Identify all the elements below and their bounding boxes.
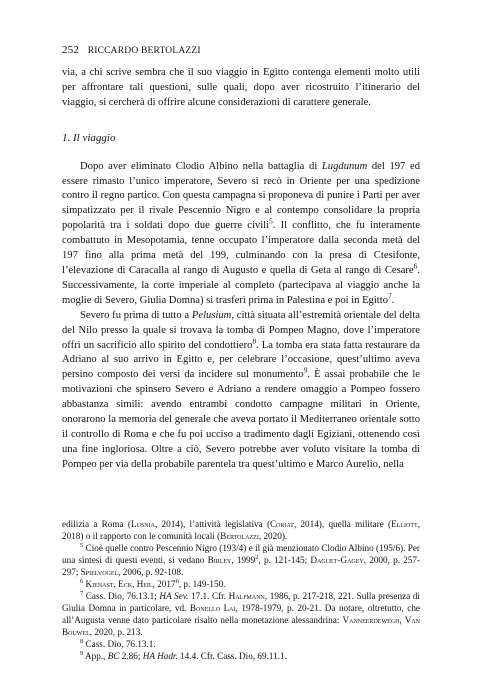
text-run: , 2006, p. 92-108. — [118, 567, 184, 577]
text-run: , 2020). — [258, 531, 288, 541]
text-run: , 2017 — [152, 579, 176, 589]
footnote-number: 9 — [80, 649, 84, 657]
footnote-number: 5 — [80, 541, 84, 549]
text-run: Cass. Dio, 76.13.1; — [83, 591, 160, 601]
author-name: Lusnia — [130, 519, 155, 529]
italic-place-name: Pelusium — [191, 309, 232, 321]
author-name: Bertolazzi — [220, 531, 259, 541]
text-run: . È assai probabile che le motivazioni che spinsero Severo e Adriano a rendere omaggio a Pompeo fossero abbastanza simili: avendo entrambi condotto campagne militari in Oriente, onorarono la memoria del generale che aveva portato il Mediterraneo orientale sotto il controllo di Roma e che fu poi ucciso a tradimento dagli Egiziani, ottenendo così una fine ingloriosa. Oltre a ciò, Severo potrebbe aver voluto visitare la tomba di Pompeo per via della probabile parentela tra quest’ultimo e Marco Aurelio, nella — [62, 369, 420, 470]
footnote-continuation — [62, 518, 420, 542]
text-run: edilizia a Roma ( — [62, 519, 131, 529]
paragraph-2 — [62, 309, 420, 473]
footnote-ref-5[interactable]: 5 — [269, 216, 273, 226]
author-name: Elliott — [391, 519, 418, 529]
text-run: . — [391, 294, 395, 306]
text-run: del 197 ed essere rimasto l’unico imperatore, Severo si recò in Oriente per una spedizione contro il regno partico. Con questa campagna si proponeva di punire i Parti per aver simpatizzato per il rivale Pescennio Nigro e al contempo consolidare la propria popolarità tra i soldati dopo due guerre civili — [62, 160, 420, 232]
text-run: , città situata all’estremità orientale del delta del Nilo presso la quale si trovava la tomba di Pompeo Magno, dove l’imperatore offrì un sacrificio allo spirito del condottiero — [62, 309, 420, 351]
author-name: Halfmann — [228, 591, 265, 601]
main-text — [62, 66, 420, 473]
text-run: , 1978-1979, p. 20-21. Da notare, oltretutto, che all’Augusta venne dato particolare risalto nella monetazione alessandrina: — [62, 603, 420, 625]
footnote-number: 6 — [80, 577, 84, 585]
text-run: , 1999 — [231, 555, 256, 565]
text-run: , p. 149-150. — [178, 579, 226, 589]
page-number: 252 — [62, 44, 80, 56]
italic-place-name: Lugdunum — [321, 160, 368, 172]
edition-number: 2 — [255, 553, 259, 561]
footnote-6 — [62, 578, 420, 590]
text-run: App., — [83, 651, 108, 661]
paragraph-1 — [62, 160, 420, 309]
text-run: , 2014), l’attività legislativa ( — [154, 519, 271, 529]
text-run: , 2000, p. 257-297; — [62, 555, 421, 577]
italic-source: BC — [107, 651, 120, 661]
footnote-7 — [62, 590, 420, 638]
author-name: Coriat — [270, 519, 294, 529]
footnote-8 — [62, 638, 420, 650]
text-run: , 2020, p. 213. — [89, 627, 143, 637]
author-name: Vanneerdewegh, Van Bouwel — [62, 615, 420, 637]
text-run: . La tomba era stata fatta restaurare da Adriano al suo arrivo in Egitto e, per celebrare l’occasione, quest’ultimo aveva persino composto dei versi da incidere sul monumento — [62, 339, 420, 381]
text-run: Cioè quelle contro Pescennio Nigro (193/4) e il già menzionato Clodio Albino (195/6). Per una sintesi di questi eventi, si vedano — [62, 543, 420, 565]
running-title: RICCARDO BERTOLAZZI — [87, 46, 201, 56]
text-run: . Il conflitto, che fu interamente combattuto in Mesopotamia, tenne occupato l’imperatore dalla seconda metà del 197 fino alla prima metà del 199, culminando con la presa di Ctesifonte, l’elevazione di Caracalla al rango di Augusto e quella di Geta al rango di Cesare — [62, 220, 420, 276]
running-header — [62, 44, 201, 56]
text-run: Cass. Dio, 76.13.1. — [83, 639, 156, 649]
text-run: Dopo aver eliminato Clodio Albino nella battaglia di — [80, 160, 322, 172]
author-name: Spielvogel — [80, 567, 119, 577]
italic-source: HA Hadr. — [142, 651, 178, 661]
footnote-number: 8 — [80, 637, 84, 645]
footnote-ref-6[interactable]: 6 — [413, 261, 418, 271]
text-run: 2.86; — [119, 651, 143, 661]
text-run: 17.1. Cfr. — [188, 591, 229, 601]
footnotes — [62, 518, 420, 662]
footnote-number: 7 — [80, 589, 84, 597]
edition-number: 6 — [175, 577, 179, 585]
text-run: , p. 121-145; — [258, 555, 311, 565]
section-heading: 1. Il viaggio — [62, 131, 116, 144]
author-name: Bonello Lai — [189, 603, 236, 613]
text-run: Severo fu prima di tutto a — [80, 309, 192, 321]
text-run: , 1986, p. 217-218, 221. Sulla presenza di Giulia Domna in particolare, vd. — [62, 591, 420, 613]
text-run: , 2014), quella militare ( — [293, 519, 392, 529]
author-name: Birley — [207, 555, 232, 565]
footnote-5 — [62, 542, 420, 578]
italic-source: HA Sev. — [159, 591, 189, 601]
text-run: , 2018) o il rapporto con le comunità locali ( — [62, 519, 420, 541]
text-run: . Successivamente, la corte imperiale al completo (partecipava al viaggio anche la moglie di Severo, Giulia Domna) si trasferì prima in Palestina e poi in Egitto — [62, 264, 420, 306]
footnote-9 — [62, 650, 420, 662]
text-run: 14.4. Cfr. Cass. Dio, 69.11.1. — [177, 651, 287, 661]
footnote-ref-7[interactable]: 7 — [388, 291, 392, 301]
author-name: Daguet-Gagey — [310, 555, 364, 565]
footnote-ref-8[interactable]: 8 — [252, 335, 257, 345]
author-name: Kienast, Eck, Heil — [85, 579, 153, 589]
footnote-ref-9[interactable]: 9 — [303, 365, 308, 375]
intro-paragraph: via, a chi scrive sembra che il suo viaggio in Egitto contenga elementi molto utili per affrontare tali questioni, sulle quali, dopo aver ricostruito l’itinerario del viaggio, si cercherà di offrire alcune considerazioni di carattere generale. — [62, 67, 420, 108]
